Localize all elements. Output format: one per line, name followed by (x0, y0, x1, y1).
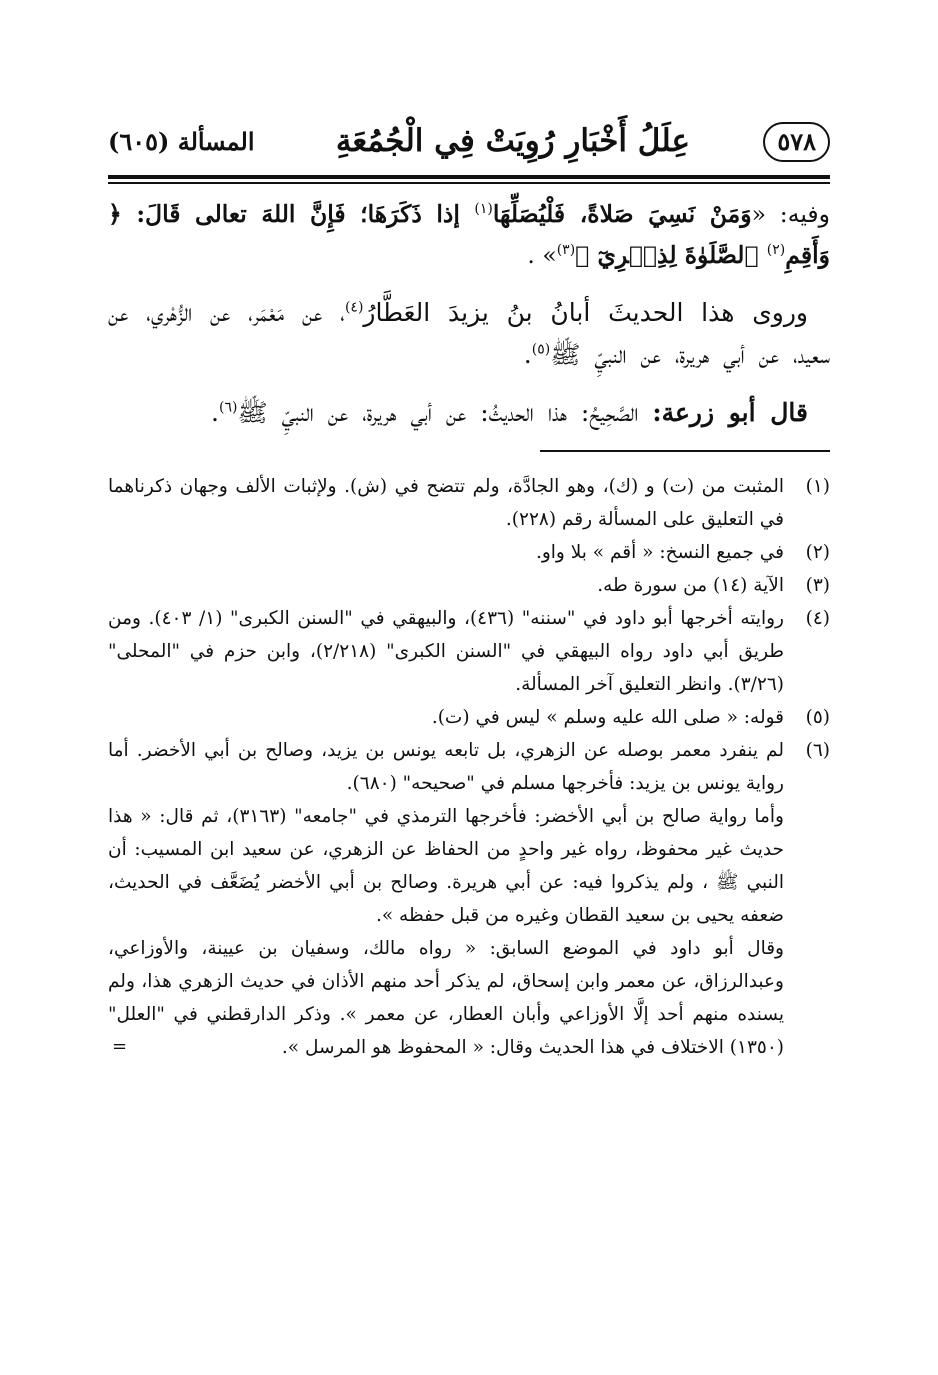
footnotes (108, 470, 830, 1064)
footnote-number: (٤) (805, 607, 830, 629)
footnote-separator (540, 450, 830, 452)
page-number: ٥٧٨ (763, 122, 830, 162)
p3-end: . (211, 398, 219, 427)
footnote-ref-2[interactable]: (٢) (766, 242, 786, 259)
p2-end: . (523, 340, 532, 369)
footnote-ref-3[interactable]: (٣) (556, 242, 576, 259)
p1-intro: وفيه: « (751, 200, 830, 228)
paragraph-1 (108, 194, 830, 276)
footnote-text: قوله: « صلى الله عليه وسلم » ليس في (ت). (431, 706, 784, 728)
footnote-2 (108, 536, 830, 569)
footnote-6-part-3: وقال أبو داود في الموضع السابق: « رواه مالك، وسفيان بن عيينة، والأوزاعي، وعبدالرزاق، عن معمر وابن إسحاق، لم يذكر أحد منهم الأذان في حديث الزهري هذا، ولم يسنده منهم أحد إلَّا الأوزاعي وأبان العطار، عن معمر ». وذكر الدارقطني في "العلل" (١٣٥٠) الاختلاف في هذا الحديث وقال: « المحفوظ هو المرسل ». (108, 937, 784, 1058)
footnote-ref-1[interactable]: (١) (474, 201, 493, 218)
footnote-text (108, 734, 784, 1064)
running-title: عِلَلُ أَخْبَارِ رُوِيَتْ فِي الْجُمُعَةِ (335, 123, 690, 159)
continuation-mark: = (112, 1035, 128, 1057)
footnote-number: (٢) (805, 541, 830, 563)
footnote-number: (٣) (805, 574, 830, 596)
main-text (108, 194, 830, 434)
footnote-6 (108, 734, 830, 1064)
header-rule-thin (108, 182, 830, 184)
footnote-text: المثبت من (ت) و (ك)، وهو الجادَّة، ولم تتضح في (ش). ولإثبات الألف وجهان ذكرناهما في التعليق على المسألة رقم (٢٢٨). (108, 475, 784, 530)
footnote-6-part-2: وأما رواية صالح بن أبي الأخضر: فأخرجها الترمذي في "جامعه" (٣١٦٣)، ثم قال: « هذا حديث غير محفوظ، رواه غير واحدٍ من الحفاظ عن الزهري، عن سعيد ابن المسيب: أن النبي ﷺ ، ولم يذكروا فيه: عن أبي هريرة. وصالح بن أبي الأخضر يُضَعَّف في الحديث، ضعفه يحيى بن سعيد القطان وغيره من قبل حفظه ». (108, 805, 784, 926)
footnote-ref-5[interactable]: (٥) (531, 341, 551, 358)
p2-rest: ، عن مَعْمَر، عن الزُّهْري، عن سعيد، عن أبي هريرة، عن النبيِّ ﷺ (108, 298, 830, 369)
footnote-number: (١) (805, 475, 830, 497)
p1-end: » . (527, 241, 557, 269)
issue-label: المسألة (٦٠٥) (108, 127, 255, 156)
p1-hadith-quote: وَمَنْ نَسِيَ صَلاةً، فَلْيُصَلِّهَا (492, 200, 752, 228)
footnote-4 (108, 602, 830, 701)
p1-middle: إذا ذَكَرَهَا؛ فَإِنَّ اللهَ تعالى قَالَ: ﴿ وَأَقِمِ (108, 200, 830, 269)
p3-lead: قال أبو زرعة: (652, 398, 808, 427)
footnote-ref-6[interactable]: (٦) (219, 399, 238, 416)
footnote-text: في جميع النسخ: « أقم » بلا واو. (535, 541, 784, 563)
footnote-5 (108, 701, 830, 734)
paragraph-3 (108, 392, 830, 434)
paragraph-2 (108, 292, 830, 376)
footnote-3 (108, 569, 830, 602)
p2-text: وروى هذا الحديثَ أبانُ بنُ يزيدَ العَطَّارُ (363, 298, 809, 327)
p1-verse: ٱلصَّلَوٰةَ لِذِكۡرِيٓ ﴾ (575, 241, 767, 269)
p3-text: الصَّحِيحُ: هذا الحديثُ: عن أبي هريرة، عن النبيِّ ﷺ (237, 398, 653, 427)
footnote-number: (٥) (805, 706, 830, 728)
footnote-number: (٦) (805, 739, 830, 761)
footnote-ref-4[interactable]: (٤) (344, 299, 364, 316)
page-header (108, 118, 830, 180)
header-rule-thick (108, 175, 830, 179)
book-page (108, 118, 830, 1064)
footnote-1 (108, 470, 830, 536)
footnote-text: الآية (١٤) من سورة طه. (597, 574, 784, 596)
footnote-6-part-1: لم ينفرد معمر بوصله عن الزهري، بل تابعه يونس بن يزيد، وصالح بن أبي الأخضر. أما رواية يونس بن يزيد: فأخرجها مسلم في "صحيحه" (٦٨٠). (108, 739, 784, 794)
footnote-text: روايته أخرجها أبو داود في "سننه" (٤٣٦)، والبيهقي في "السنن الكبرى" (١/ ٤٠٣). ومن طريق أبي داود رواه البيهقي في "السنن الكبرى" (٢/٢١٨)، وابن حزم في "المحلى" (٣/٢٦). وانظر التعليق آخر المسألة. (108, 607, 785, 695)
